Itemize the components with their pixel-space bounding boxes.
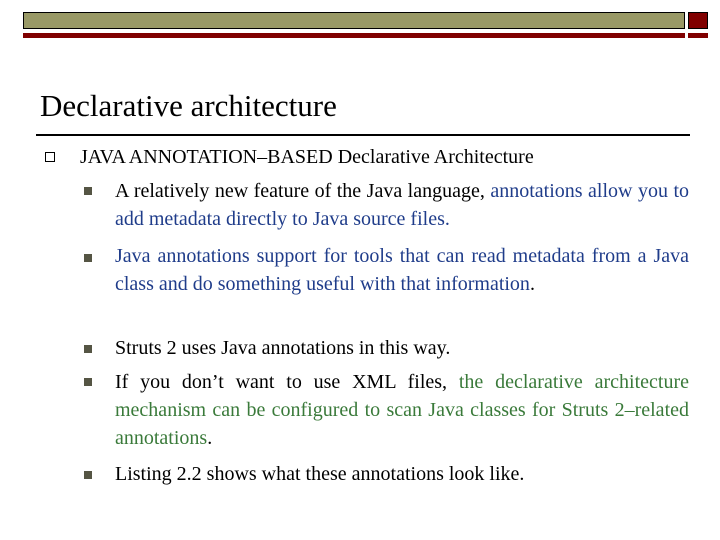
slide-title: Declarative architecture: [40, 88, 337, 123]
item-text: If you don’t want to use XML files,: [115, 371, 459, 393]
list-item: [115, 177, 689, 233]
item-text-end: .: [529, 273, 535, 295]
hollow-square-bullet-icon: [45, 152, 55, 162]
header-red-line: [23, 33, 708, 38]
header-olive-bar: [23, 12, 685, 29]
list-item: [115, 242, 689, 298]
header-red-square: [688, 12, 708, 29]
item-text-end: .: [444, 208, 450, 230]
list-item: [115, 460, 689, 488]
list-item: [115, 368, 689, 452]
item-highlight-text: Java annotations support for tools that can read metadata from a Java class and do something useful with that information: [115, 245, 689, 295]
header-decoration: [23, 12, 708, 38]
title-divider: [36, 134, 690, 136]
item-text: Struts 2 uses Java annotations in this way.: [115, 337, 451, 359]
square-bullet-icon: [84, 471, 92, 479]
item-text-end: .: [207, 427, 213, 449]
square-bullet-icon: [84, 187, 92, 195]
item-highlight-text: annotations allow you to add metadata directly to Java source files: [115, 180, 689, 230]
item-text: A relatively new feature of the Java language,: [115, 180, 491, 202]
item-highlight-text: the declarative architecture mechanism can be configured to scan Java classes for Struts 2–related annotations: [115, 371, 689, 449]
square-bullet-icon: [84, 254, 92, 262]
main-bullet-text: JAVA ANNOTATION–BASED Declarative Architecture: [80, 146, 534, 168]
square-bullet-icon: [84, 378, 92, 386]
list-item: [115, 334, 689, 362]
square-bullet-icon: [84, 345, 92, 353]
item-text: Listing 2.2 shows what these annotations look like.: [115, 463, 525, 485]
